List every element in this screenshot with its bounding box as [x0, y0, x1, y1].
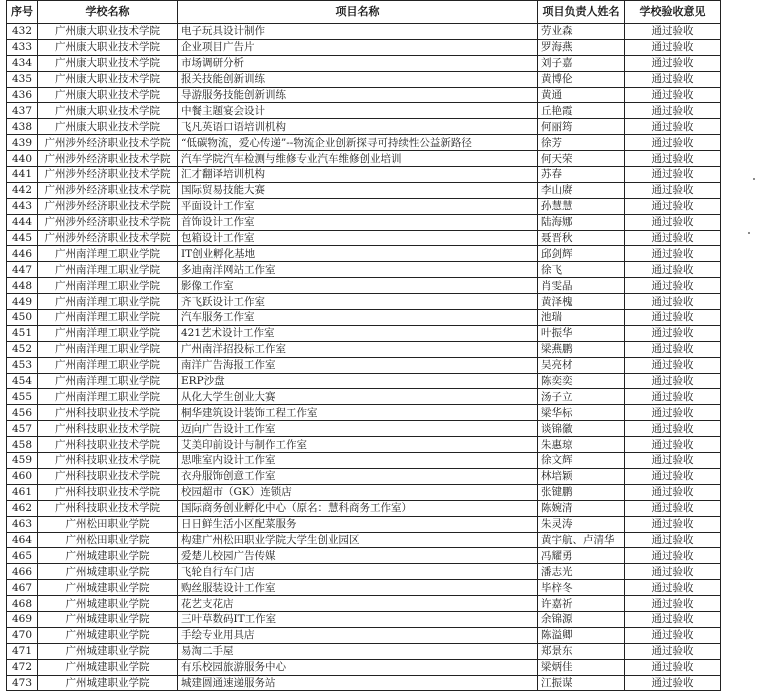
school-name-cell: 广州城建职业学院: [38, 659, 178, 675]
project-name-cell: 飞凡英语口语培训机构: [178, 119, 538, 135]
table-row: [7, 135, 721, 151]
table-row: [7, 357, 721, 373]
acceptance-result-cell: 通过验收: [625, 389, 721, 405]
serial-number-cell: 443: [7, 198, 38, 214]
school-name-cell: 广州康大职业技术学院: [38, 39, 178, 55]
project-name-cell: 国际商务创业孵化中心（原名：慧科商务工作室）: [178, 500, 538, 516]
school-name-cell: 广州南洋理工职业学院: [38, 357, 178, 373]
acceptance-result-cell: 通过验收: [625, 453, 721, 469]
acceptance-result-cell: 通过验收: [625, 87, 721, 103]
table-row: [7, 246, 721, 262]
project-leader-cell: 徐芳: [538, 135, 625, 151]
table-row: [7, 119, 721, 135]
school-name-cell: 广州南洋理工职业学院: [38, 373, 178, 389]
project-leader-cell: 肖雯晶: [538, 278, 625, 294]
project-leader-cell: 吴亮材: [538, 357, 625, 373]
project-leader-cell: 黄宇航、卢清华: [538, 532, 625, 548]
project-name-cell: 从化大学生创业大赛: [178, 389, 538, 405]
table-row: [7, 71, 721, 87]
acceptance-result-cell: 通过验收: [625, 532, 721, 548]
project-leader-cell: 许嘉祈: [538, 596, 625, 612]
school-name-cell: 广州科技职业技术学院: [38, 484, 178, 500]
school-name-cell: 广州城建职业学院: [38, 548, 178, 564]
school-name-cell: 广州康大职业技术学院: [38, 87, 178, 103]
table-row: [7, 55, 721, 71]
project-leader-cell: 梁华标: [538, 405, 625, 421]
school-name-cell: 广州城建职业学院: [38, 627, 178, 643]
project-leader-cell: 梁燕鹏: [538, 341, 625, 357]
project-name-cell: 电子玩具设计制作: [178, 24, 538, 40]
project-name-cell: 中餐主题宴会设计: [178, 103, 538, 119]
school-name-cell: 广州康大职业技术学院: [38, 103, 178, 119]
acceptance-result-cell: 通过验收: [625, 341, 721, 357]
serial-number-cell: 447: [7, 262, 38, 278]
project-name-cell: 构建广州松田职业学院大学生创业园区: [178, 532, 538, 548]
table-row: [7, 421, 721, 437]
acceptance-result-cell: 通过验收: [625, 627, 721, 643]
school-name-cell: 广州南洋理工职业学院: [38, 325, 178, 341]
project-name-cell: 企业项目广告片: [178, 39, 538, 55]
acceptance-result-cell: 通过验收: [625, 39, 721, 55]
project-name-cell: 花艺支花店: [178, 596, 538, 612]
acceptance-result-cell: 通过验收: [625, 119, 721, 135]
header-project-name: 项目名称: [178, 1, 538, 24]
table-row: [7, 611, 721, 627]
project-leader-cell: 朱灵涛: [538, 516, 625, 532]
acceptance-result-cell: 通过验收: [625, 437, 721, 453]
project-name-cell: 飞轮自行车门店: [178, 564, 538, 580]
serial-number-cell: 433: [7, 39, 38, 55]
acceptance-result-cell: 通过验收: [625, 611, 721, 627]
serial-number-cell: 458: [7, 437, 38, 453]
school-name-cell: 广州南洋理工职业学院: [38, 310, 178, 326]
project-leader-cell: 朱惠琼: [538, 437, 625, 453]
acceptance-result-cell: 通过验收: [625, 325, 721, 341]
table-row: [7, 87, 721, 103]
serial-number-cell: 440: [7, 151, 38, 167]
project-name-cell: 广州南洋招投标工作室: [178, 341, 538, 357]
acceptance-result-cell: 通过验收: [625, 182, 721, 198]
acceptance-result-cell: 通过验收: [625, 675, 721, 691]
acceptance-result-cell: 通过验收: [625, 500, 721, 516]
acceptance-result-cell: 通过验收: [625, 596, 721, 612]
acceptance-result-cell: 通过验收: [625, 246, 721, 262]
project-name-cell: 三叶草数码IT工作室: [178, 611, 538, 627]
project-name-cell: 导游服务技能创新训练: [178, 87, 538, 103]
table-row: [7, 468, 721, 484]
table-header-row: [7, 1, 721, 24]
project-name-cell: 城建圆通速递服务站: [178, 675, 538, 691]
acceptance-result-cell: 通过验收: [625, 484, 721, 500]
project-name-cell: 衣舟服饰创意工作室: [178, 468, 538, 484]
school-name-cell: 广州科技职业技术学院: [38, 468, 178, 484]
serial-number-cell: 442: [7, 182, 38, 198]
acceptance-result-cell: 通过验收: [625, 167, 721, 183]
acceptance-result-cell: 通过验收: [625, 548, 721, 564]
serial-number-cell: 468: [7, 596, 38, 612]
school-name-cell: 广州涉外经济职业技术学院: [38, 230, 178, 246]
project-name-cell: 易淘二手屋: [178, 643, 538, 659]
school-name-cell: 广州城建职业学院: [38, 580, 178, 596]
table-row: [7, 167, 721, 183]
acceptance-result-cell: 通过验收: [625, 230, 721, 246]
serial-number-cell: 435: [7, 71, 38, 87]
acceptance-result-cell: 通过验收: [625, 643, 721, 659]
project-leader-cell: 陈婉清: [538, 500, 625, 516]
school-name-cell: 广州科技职业技术学院: [38, 405, 178, 421]
serial-number-cell: 463: [7, 516, 38, 532]
school-name-cell: 广州松田职业学院: [38, 516, 178, 532]
acceptance-result-cell: 通过验收: [625, 262, 721, 278]
acceptance-result-cell: 通过验收: [625, 405, 721, 421]
table-row: [7, 262, 721, 278]
project-name-cell: 影像工作室: [178, 278, 538, 294]
project-leader-cell: 江振谋: [538, 675, 625, 691]
project-leader-cell: 毕梓冬: [538, 580, 625, 596]
acceptance-result-cell: 通过验收: [625, 214, 721, 230]
serial-number-cell: 446: [7, 246, 38, 262]
serial-number-cell: 470: [7, 627, 38, 643]
serial-number-cell: 469: [7, 611, 38, 627]
school-name-cell: 广州城建职业学院: [38, 643, 178, 659]
project-leader-cell: 徐文辉: [538, 453, 625, 469]
project-name-cell: 齐飞跃设计工作室: [178, 294, 538, 310]
serial-number-cell: 451: [7, 325, 38, 341]
project-leader-cell: 梁炳佳: [538, 659, 625, 675]
serial-number-cell: 438: [7, 119, 38, 135]
table-row: [7, 373, 721, 389]
school-name-cell: 广州南洋理工职业学院: [38, 262, 178, 278]
table-row: [7, 24, 721, 40]
project-leader-cell: 邱剑辉: [538, 246, 625, 262]
header-serial-number: 序号: [7, 1, 38, 24]
table-row: [7, 325, 721, 341]
table-row: [7, 230, 721, 246]
acceptance-result-cell: 通过验收: [625, 373, 721, 389]
school-name-cell: 广州涉外经济职业技术学院: [38, 135, 178, 151]
project-leader-cell: 何天荣: [538, 151, 625, 167]
serial-number-cell: 472: [7, 659, 38, 675]
table-row: [7, 310, 721, 326]
project-name-cell: ERP沙盘: [178, 373, 538, 389]
table-row: [7, 516, 721, 532]
acceptance-result-cell: 通过验收: [625, 564, 721, 580]
acceptance-result-cell: 通过验收: [625, 659, 721, 675]
table-body: [7, 24, 721, 691]
school-name-cell: 广州涉外经济职业技术学院: [38, 151, 178, 167]
acceptance-result-cell: 通过验收: [625, 516, 721, 532]
acceptance-result-cell: 通过验收: [625, 468, 721, 484]
project-leader-cell: 冯耀勇: [538, 548, 625, 564]
serial-number-cell: 459: [7, 453, 38, 469]
project-leader-cell: 苏春: [538, 167, 625, 183]
project-name-cell: 多迪南洋网站工作室: [178, 262, 538, 278]
serial-number-cell: 437: [7, 103, 38, 119]
table-row: [7, 182, 721, 198]
project-leader-cell: 陈奕奕: [538, 373, 625, 389]
scan-speck: [753, 178, 755, 180]
acceptance-result-cell: 通过验收: [625, 103, 721, 119]
project-leader-cell: 张键鹏: [538, 484, 625, 500]
project-leader-cell: 罗海燕: [538, 39, 625, 55]
scan-speck: [748, 232, 750, 234]
table-row: [7, 484, 721, 500]
serial-number-cell: 448: [7, 278, 38, 294]
school-name-cell: 广州涉外经济职业技术学院: [38, 167, 178, 183]
serial-number-cell: 454: [7, 373, 38, 389]
serial-number-cell: 464: [7, 532, 38, 548]
project-name-cell: 421艺术设计工作室: [178, 325, 538, 341]
project-leader-cell: 何丽筠: [538, 119, 625, 135]
school-name-cell: 广州松田职业学院: [38, 532, 178, 548]
project-name-cell: 包箱设计工作室: [178, 230, 538, 246]
serial-number-cell: 445: [7, 230, 38, 246]
table-row: [7, 341, 721, 357]
project-leader-cell: 陈溢卿: [538, 627, 625, 643]
project-name-cell: 购丝服装设计工作室: [178, 580, 538, 596]
serial-number-cell: 449: [7, 294, 38, 310]
serial-number-cell: 432: [7, 24, 38, 40]
table-row: [7, 675, 721, 691]
acceptance-result-cell: 通过验收: [625, 55, 721, 71]
acceptance-result-cell: 通过验收: [625, 580, 721, 596]
acceptance-result-cell: 通过验收: [625, 198, 721, 214]
school-name-cell: 广州南洋理工职业学院: [38, 389, 178, 405]
serial-number-cell: 452: [7, 341, 38, 357]
project-leader-cell: 林培颖: [538, 468, 625, 484]
school-name-cell: 广州康大职业技术学院: [38, 119, 178, 135]
project-name-cell: 爱楚儿校园广告传媒: [178, 548, 538, 564]
serial-number-cell: 460: [7, 468, 38, 484]
project-leader-cell: 谈锦徽: [538, 421, 625, 437]
project-name-cell: 南洋广告海报工作室: [178, 357, 538, 373]
school-name-cell: 广州涉外经济职业技术学院: [38, 182, 178, 198]
serial-number-cell: 441: [7, 167, 38, 183]
table-row: [7, 437, 721, 453]
acceptance-result-cell: 通过验收: [625, 357, 721, 373]
project-name-cell: “低碳物流，爱心传递”--物流企业创新探寻可持续性公益新路径: [178, 135, 538, 151]
project-name-cell: 校园超市（GK）连锁店: [178, 484, 538, 500]
serial-number-cell: 456: [7, 405, 38, 421]
project-leader-cell: 池瑞: [538, 310, 625, 326]
project-name-cell: 汽车学院汽车检测与维修专业汽车维修创业培训: [178, 151, 538, 167]
table-row: [7, 659, 721, 675]
project-name-cell: 报关技能创新训练: [178, 71, 538, 87]
project-leader-cell: 余锦源: [538, 611, 625, 627]
document-scan: [6, 0, 753, 691]
serial-number-cell: 467: [7, 580, 38, 596]
project-name-cell: 国际贸易技能大赛: [178, 182, 538, 198]
table-row: [7, 389, 721, 405]
school-name-cell: 广州康大职业技术学院: [38, 24, 178, 40]
table-row: [7, 548, 721, 564]
table-row: [7, 151, 721, 167]
acceptance-result-cell: 通过验收: [625, 135, 721, 151]
school-name-cell: 广州城建职业学院: [38, 675, 178, 691]
project-name-cell: 市场调研分析: [178, 55, 538, 71]
school-name-cell: 广州南洋理工职业学院: [38, 341, 178, 357]
school-name-cell: 广州康大职业技术学院: [38, 55, 178, 71]
serial-number-cell: 471: [7, 643, 38, 659]
project-leader-cell: 聂晋秋: [538, 230, 625, 246]
project-leader-cell: 丘艳霞: [538, 103, 625, 119]
project-name-cell: 平面设计工作室: [178, 198, 538, 214]
school-name-cell: 广州城建职业学院: [38, 596, 178, 612]
school-name-cell: 广州科技职业技术学院: [38, 421, 178, 437]
school-name-cell: 广州涉外经济职业技术学院: [38, 198, 178, 214]
serial-number-cell: 465: [7, 548, 38, 564]
project-leader-cell: 黄博伦: [538, 71, 625, 87]
serial-number-cell: 436: [7, 87, 38, 103]
serial-number-cell: 466: [7, 564, 38, 580]
school-name-cell: 广州涉外经济职业技术学院: [38, 214, 178, 230]
table-row: [7, 596, 721, 612]
acceptance-result-cell: 通过验收: [625, 294, 721, 310]
header-school-name: 学校名称: [38, 1, 178, 24]
serial-number-cell: 462: [7, 500, 38, 516]
table-row: [7, 500, 721, 516]
project-name-cell: 桐华建筑设计装饰工程工作室: [178, 405, 538, 421]
project-name-cell: 日日鲜生活小区配菜服务: [178, 516, 538, 532]
table-row: [7, 198, 721, 214]
table-row: [7, 294, 721, 310]
project-leader-cell: 叶振华: [538, 325, 625, 341]
serial-number-cell: 473: [7, 675, 38, 691]
school-name-cell: 广州南洋理工职业学院: [38, 278, 178, 294]
project-leader-cell: 郑景东: [538, 643, 625, 659]
school-name-cell: 广州科技职业技术学院: [38, 453, 178, 469]
school-name-cell: 广州南洋理工职业学院: [38, 294, 178, 310]
serial-number-cell: 457: [7, 421, 38, 437]
acceptance-result-cell: 通过验收: [625, 278, 721, 294]
table-row: [7, 214, 721, 230]
serial-number-cell: 450: [7, 310, 38, 326]
acceptance-table: [6, 0, 721, 691]
serial-number-cell: 461: [7, 484, 38, 500]
table-row: [7, 453, 721, 469]
table-row: [7, 627, 721, 643]
project-leader-cell: 李山赓: [538, 182, 625, 198]
school-name-cell: 广州科技职业技术学院: [38, 500, 178, 516]
project-leader-cell: 潘志光: [538, 564, 625, 580]
table-row: [7, 39, 721, 55]
acceptance-result-cell: 通过验收: [625, 24, 721, 40]
project-name-cell: 手绘专业用具店: [178, 627, 538, 643]
acceptance-result-cell: 通过验收: [625, 71, 721, 87]
project-name-cell: 迈向广告设计工作室: [178, 421, 538, 437]
project-leader-cell: 徐飞: [538, 262, 625, 278]
project-name-cell: 汇才翻译培训机构: [178, 167, 538, 183]
project-name-cell: 有乐校园旅游服务中心: [178, 659, 538, 675]
project-name-cell: 首饰设计工作室: [178, 214, 538, 230]
table-row: [7, 278, 721, 294]
project-leader-cell: 孙慧慧: [538, 198, 625, 214]
serial-number-cell: 455: [7, 389, 38, 405]
school-name-cell: 广州城建职业学院: [38, 564, 178, 580]
table-row: [7, 103, 721, 119]
project-name-cell: 艾美印前设计与制作工作室: [178, 437, 538, 453]
project-leader-cell: 汤子立: [538, 389, 625, 405]
table-row: [7, 580, 721, 596]
project-leader-cell: 刘子嘉: [538, 55, 625, 71]
table-row: [7, 532, 721, 548]
project-leader-cell: 劳业森: [538, 24, 625, 40]
acceptance-result-cell: 通过验收: [625, 421, 721, 437]
table-row: [7, 564, 721, 580]
project-leader-cell: 陆海娜: [538, 214, 625, 230]
serial-number-cell: 444: [7, 214, 38, 230]
serial-number-cell: 434: [7, 55, 38, 71]
school-name-cell: 广州科技职业技术学院: [38, 437, 178, 453]
acceptance-result-cell: 通过验收: [625, 151, 721, 167]
acceptance-result-cell: 通过验收: [625, 310, 721, 326]
project-name-cell: 思唯室内设计工作室: [178, 453, 538, 469]
project-leader-cell: 黄通: [538, 87, 625, 103]
header-acceptance-result: 学校验收意见: [625, 1, 721, 24]
project-name-cell: IT创业孵化基地: [178, 246, 538, 262]
serial-number-cell: 453: [7, 357, 38, 373]
header-project-leader: 项目负责人姓名: [538, 1, 625, 24]
school-name-cell: 广州南洋理工职业学院: [38, 246, 178, 262]
project-name-cell: 汽车服务工作室: [178, 310, 538, 326]
table-row: [7, 405, 721, 421]
serial-number-cell: 439: [7, 135, 38, 151]
project-leader-cell: 黄泽槐: [538, 294, 625, 310]
school-name-cell: 广州城建职业学院: [38, 611, 178, 627]
school-name-cell: 广州康大职业技术学院: [38, 71, 178, 87]
